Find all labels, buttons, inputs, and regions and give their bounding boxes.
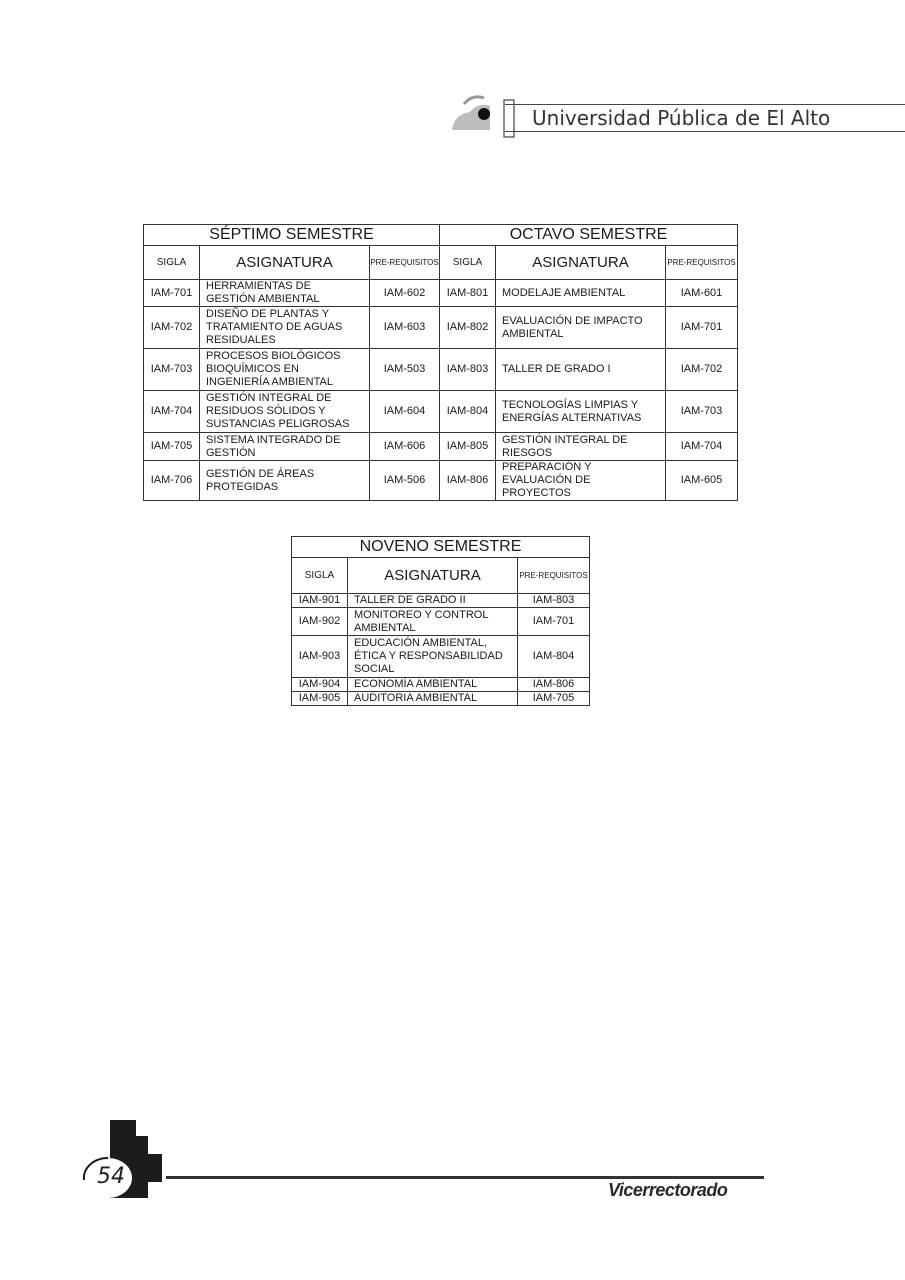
sigla-cell: IAM-703 (144, 349, 200, 391)
prerequisito-cell: IAM-703 (666, 391, 738, 433)
col-header-sigla: SIGLA (292, 558, 348, 594)
prerequisito-cell: IAM-702 (666, 349, 738, 391)
sigla-cell: IAM-801 (440, 280, 496, 307)
col-header-prerequisitos: PRE-REQUISITOS (666, 246, 738, 280)
table-row (144, 461, 738, 501)
sigla-cell: IAM-706 (144, 461, 200, 501)
asignatura-cell: SISTEMA INTEGRADO DE GESTIÓN (200, 433, 370, 461)
sigla-cell: IAM-902 (292, 608, 348, 636)
asignatura-cell: PREPARACIÓN Y EVALUACIÓN DE PROYECTOS (496, 461, 666, 501)
semester-9-title: NOVENO SEMESTRE (292, 537, 590, 558)
table-row (292, 594, 590, 608)
prerequisito-cell: IAM-806 (518, 678, 590, 692)
table-row (292, 692, 590, 706)
col-header-asignatura: ASIGNATURA (200, 246, 370, 280)
asignatura-cell: GESTIÓN INTEGRAL DE RESIDUOS SÓLIDOS Y SUSTANCIAS PELIGROSAS (200, 391, 370, 433)
footer-rule (166, 1176, 764, 1179)
asignatura-cell: DISEÑO DE PLANTAS Y TRATAMIENTO DE AGUAS RESIDUALES (200, 307, 370, 349)
col-header-prerequisitos: PRE-REQUISITOS (370, 246, 440, 280)
asignatura-cell: AUDITORIA AMBIENTAL (348, 692, 518, 706)
sigla-cell: IAM-802 (440, 307, 496, 349)
sigla-cell: IAM-702 (144, 307, 200, 349)
vicerrectorado-logo: Vicerrectorado (608, 1180, 728, 1200)
prerequisito-cell: IAM-603 (370, 307, 440, 349)
table-row (292, 636, 590, 678)
asignatura-cell: TALLER DE GRADO II (348, 594, 518, 608)
col-header-prerequisitos: PRE-REQUISITOS (518, 558, 590, 594)
table-row (144, 433, 738, 461)
table-row (144, 391, 738, 433)
asignatura-cell: TECNOLOGÍAS LIMPIAS Y ENERGÍAS ALTERNATIVAS (496, 391, 666, 433)
semester-7-8-table (143, 224, 738, 501)
asignatura-cell: PROCESOS BIOLÓGICOS BIOQUÍMICOS EN INGENIERÍA AMBIENTAL (200, 349, 370, 391)
prerequisito-cell: IAM-701 (666, 307, 738, 349)
col-header-asignatura: ASIGNATURA (496, 246, 666, 280)
page-number: 54 (97, 1164, 125, 1189)
table-row (292, 678, 590, 692)
sigla-cell: IAM-804 (440, 391, 496, 433)
sigla-cell: IAM-903 (292, 636, 348, 678)
table-row (292, 608, 590, 636)
table-row (144, 349, 738, 391)
asignatura-cell: HERRAMIENTAS DE GESTIÓN AMBIENTAL (200, 280, 370, 307)
sigla-cell: IAM-904 (292, 678, 348, 692)
header-rule-top (505, 104, 905, 105)
prerequisito-cell: IAM-601 (666, 280, 738, 307)
asignatura-cell: TALLER DE GRADO I (496, 349, 666, 391)
semester-9-table (291, 536, 590, 706)
prerequisito-cell: IAM-605 (666, 461, 738, 501)
col-header-sigla: SIGLA (144, 246, 200, 280)
prerequisito-cell: IAM-602 (370, 280, 440, 307)
sigla-cell: IAM-805 (440, 433, 496, 461)
sigla-cell: IAM-803 (440, 349, 496, 391)
sigla-cell: IAM-806 (440, 461, 496, 501)
col-header-asignatura: ASIGNATURA (348, 558, 518, 594)
prerequisito-cell: IAM-606 (370, 433, 440, 461)
table-row (144, 307, 738, 349)
asignatura-cell: EVALUACIÓN DE IMPACTO AMBIENTAL (496, 307, 666, 349)
sigla-cell: IAM-905 (292, 692, 348, 706)
asignatura-cell: EDUCACIÓN AMBIENTAL, ÉTICA Y RESPONSABILIDAD SOCIAL (348, 636, 518, 678)
prerequisito-cell: IAM-804 (518, 636, 590, 678)
asignatura-cell: MONITOREO Y CONTROL AMBIENTAL (348, 608, 518, 636)
asignatura-cell: GESTIÓN INTEGRAL DE RIESGOS (496, 433, 666, 461)
prerequisito-cell: IAM-506 (370, 461, 440, 501)
prerequisito-cell: IAM-705 (518, 692, 590, 706)
col-header-sigla: SIGLA (440, 246, 496, 280)
sigla-cell: IAM-705 (144, 433, 200, 461)
asignatura-cell: GESTIÓN DE ÁREAS PROTEGIDAS (200, 461, 370, 501)
header-rule-bottom (505, 131, 905, 132)
prerequisito-cell: IAM-704 (666, 433, 738, 461)
asignatura-cell: ECONOMÍA AMBIENTAL (348, 678, 518, 692)
sigla-cell: IAM-701 (144, 280, 200, 307)
prerequisito-cell: IAM-604 (370, 391, 440, 433)
prerequisito-cell: IAM-803 (518, 594, 590, 608)
prerequisito-cell: IAM-503 (370, 349, 440, 391)
prerequisito-cell: IAM-701 (518, 608, 590, 636)
header-title: Universidad Pública de El Alto (532, 106, 831, 130)
sigla-cell: IAM-901 (292, 594, 348, 608)
table-row (144, 280, 738, 307)
sigla-cell: IAM-704 (144, 391, 200, 433)
asignatura-cell: MODELAJE AMBIENTAL (496, 280, 666, 307)
semester-7-title: SÉPTIMO SEMESTRE (144, 225, 440, 246)
semester-8-title: OCTAVO SEMESTRE (440, 225, 738, 246)
